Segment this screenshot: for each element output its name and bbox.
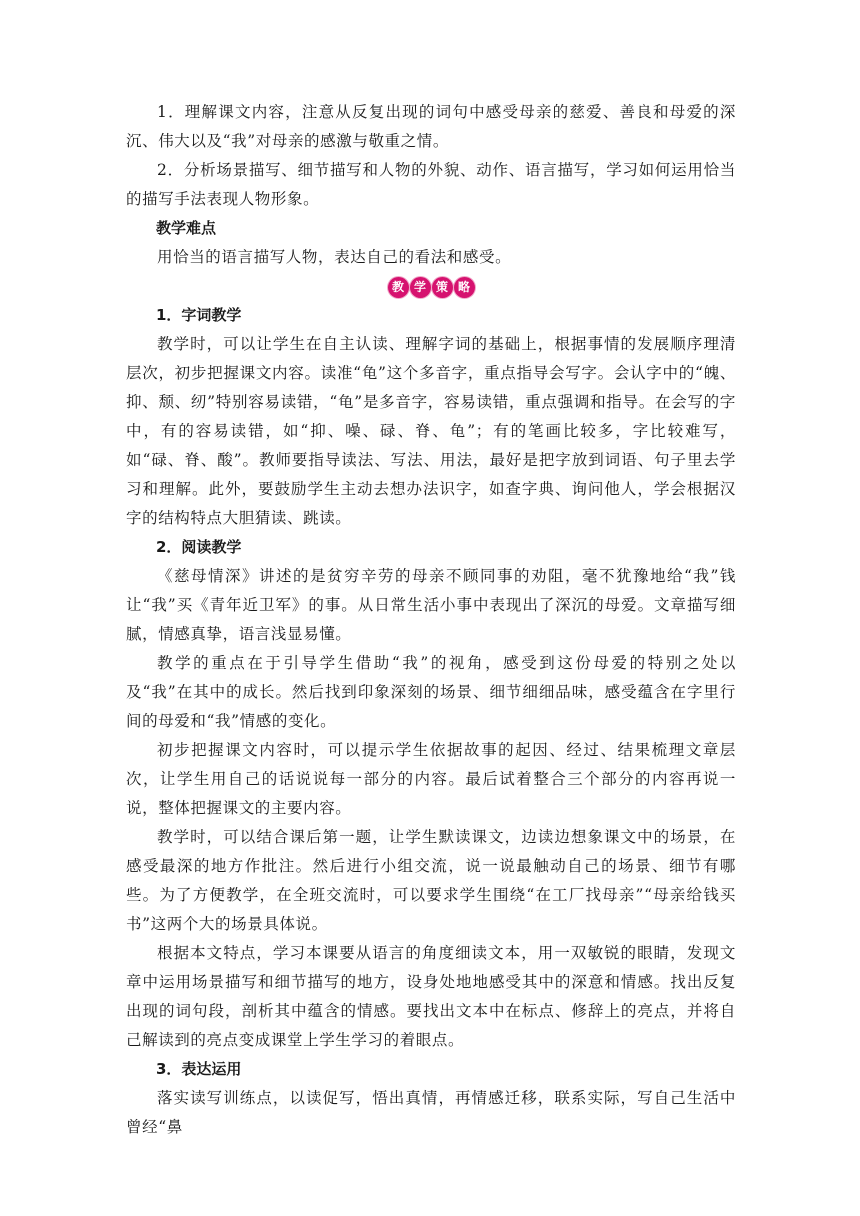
banner-char: 教 xyxy=(388,277,409,298)
paragraph: 1．理解课文内容，注意从反复出现的词句中感受母亲的慈爱、善良和母爱的深沉、伟大以及“我”对母亲的感激与敬重之情。 xyxy=(126,103,736,150)
paragraph: 《慈母情深》讲述的是贫穷辛劳的母亲不顾同事的劝阻，毫不犹豫地给“我”钱让“我”买《青年近卫军》的事。从日常生活小事中表现出了深沉的母爱。文章描写细腻，情感真挚，语言浅显易懂。 xyxy=(126,567,736,643)
section-banner-teaching-strategy xyxy=(126,273,736,301)
section-heading: 2．阅读教学 xyxy=(156,538,242,556)
banner-char: 学 xyxy=(410,277,431,298)
section-heading: 1．字词教学 xyxy=(156,306,242,324)
paragraph: 用恰当的语言描写人物，表达自己的看法和感受。 xyxy=(157,248,512,266)
section-heading: 3．表达运用 xyxy=(156,1060,242,1078)
section-heading: 教学难点 xyxy=(156,219,217,237)
banner-char: 略 xyxy=(454,277,475,298)
paragraph: 教学时，可以结合课后第一题，让学生默读课文，边读边想象课文中的场景，在感受最深的地方作批注。然后进行小组交流，说一说最触动自己的场景、细节有哪些。为了方便教学，在全班交流时，可以要求学生围绕“在工厂找母亲”“母亲给钱买书”这两个大的场景具体说。 xyxy=(126,828,736,933)
paragraph: 初步把握课文内容时，可以提示学生依据故事的起因、经过、结果梳理文章层次，让学生用自己的话说说每一部分的内容。最后试着整合三个部分的内容再说一说，整体把握课文的主要内容。 xyxy=(126,741,736,817)
banner-char: 策 xyxy=(432,277,453,298)
paragraph: 教学的重点在于引导学生借助“我”的视角，感受到这份母爱的特别之处以及“我”在其中的成长。然后找到印象深刻的场景、细节细细品味，感受蕴含在字里行间的母爱和“我”情感的变化。 xyxy=(126,654,736,730)
paragraph: 2．分析场景描写、细节描写和人物的外貌、动作、语言描写，学习如何运用恰当的描写手法表现人物形象。 xyxy=(126,161,736,208)
paragraph: 教学时，可以让学生在自主认读、理解字词的基础上，根据事情的发展顺序理清层次，初步把握课文内容。读准“龟”这个多音字，重点指导会写字。会认字中的“魄、抑、颓、纫”特别容易读错，“龟”是多音字，容易读错，重点强调和指导。在会写的字中，有的容易读错，如“抑、噪、碌、脊、龟”；有的笔画比较多，字比较难写，如“碌、脊、酸”。教师要指导读法、写法、用法，最好是把字放到词语、句子里去学习和理解。此外，要鼓励学生主动去想办法识字，如查字典、询问他人，学会根据汉字的结构特点大胆猜读、跳读。 xyxy=(126,335,736,527)
paragraph: 根据本文特点，学习本课要从语言的角度细读文本，用一双敏锐的眼睛，发现文章中运用场景描写和细节描写的地方，设身处地地感受其中的深意和情感。找出反复出现的词句段，剖析其中蕴含的情感。要找出文本中在标点、修辞上的亮点，并将自己解读到的亮点变成课堂上学生学习的着眼点。 xyxy=(126,944,736,1049)
document-body xyxy=(126,98,736,1142)
paragraph: 落实读写训练点，以读促写，悟出真情，再情感迁移，联系实际，写自己生活中曾经“鼻 xyxy=(126,1089,736,1136)
